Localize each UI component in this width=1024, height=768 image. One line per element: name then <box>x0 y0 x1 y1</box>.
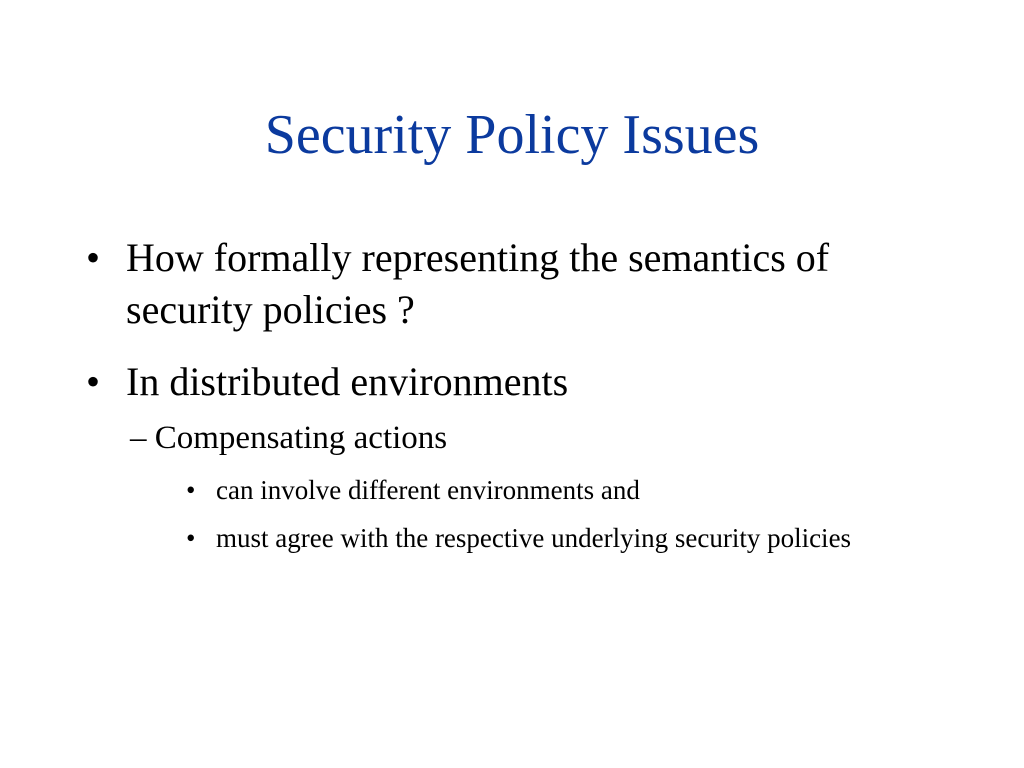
bullet-list <box>0 232 1024 556</box>
bullet-text: How formally representing the semantics of security policies ? <box>126 235 830 332</box>
bullet-item-level1 <box>86 356 936 408</box>
bullet-text: can involve different environments and <box>216 475 640 505</box>
dash-marker: – <box>130 420 155 456</box>
bullet-item-level2 <box>130 416 890 460</box>
bullet-item-level3 <box>186 520 916 556</box>
bullet-marker: • <box>86 359 101 404</box>
bullet-text: must agree with the respective underlying security policies <box>216 523 852 553</box>
bullet-item-level1 <box>86 232 936 336</box>
bullet-marker: • <box>186 475 196 505</box>
bullet-text: In distributed environments <box>126 359 569 404</box>
bullet-text: Compensating actions <box>154 420 448 456</box>
bullet-marker: • <box>86 235 101 280</box>
slide-title: Security Policy Issues <box>264 104 760 166</box>
bullet-marker: • <box>186 523 196 553</box>
bullet-item-level3 <box>186 472 916 508</box>
